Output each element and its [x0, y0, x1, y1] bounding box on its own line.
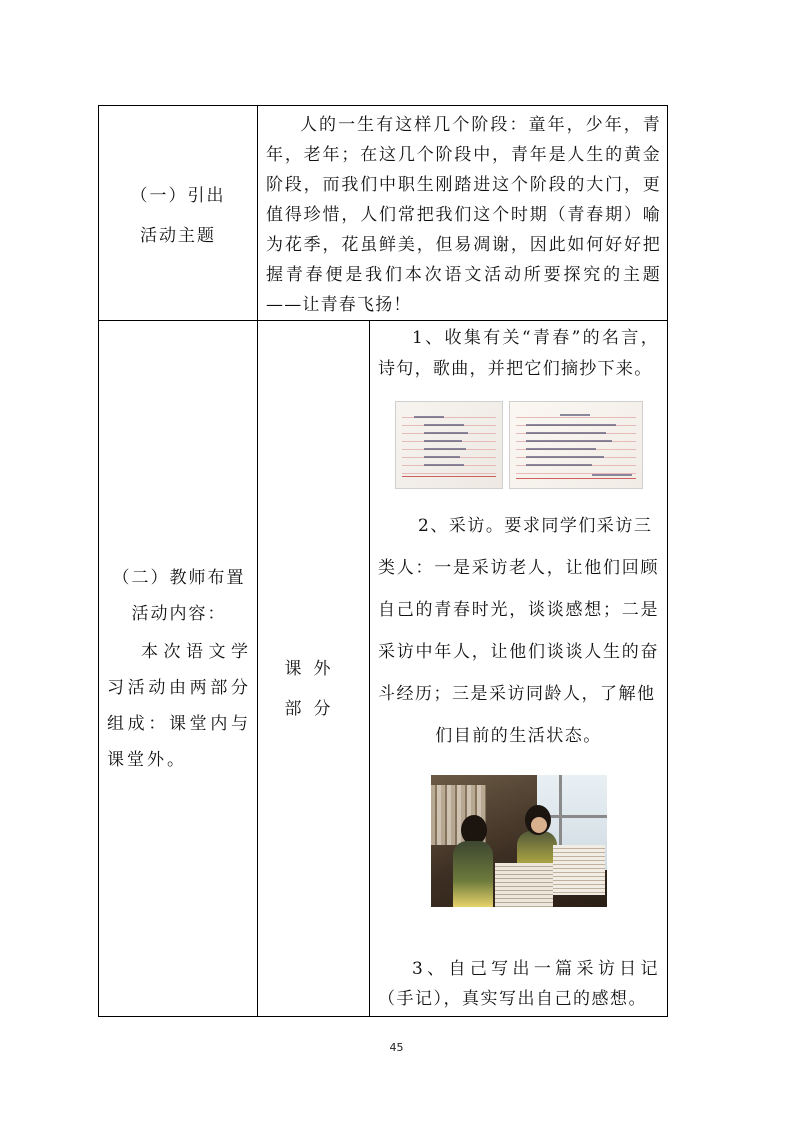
row-label-body: 本次语文学习活动由两部分组成：课堂内与课堂外。	[107, 641, 251, 770]
part-cell	[258, 321, 370, 1017]
handwritten-notes-photo	[509, 401, 643, 489]
theme-paragraph-cell	[258, 106, 668, 321]
row-label-cell	[99, 106, 258, 321]
item-diary-text: 3、自己写出一篇采访日记（手记），真实写出自己的感想。	[378, 959, 659, 1009]
row-label-line: 活动内容：	[131, 603, 227, 624]
handwritten-notes-photo	[395, 401, 503, 489]
row-label-line: 活动主题	[140, 226, 216, 246]
handwritten-photos	[378, 401, 659, 489]
item-interview-first-line: 2、采访。要求同学们采访三	[418, 516, 653, 536]
page-number: 45	[389, 1041, 404, 1054]
row-label-line: （一）引出	[130, 186, 226, 206]
item-interview-last-line: 们目前的生活状态。	[435, 726, 602, 746]
part-label-line: 课外	[284, 658, 343, 679]
row-label-cell	[99, 321, 258, 1017]
item-collect: 1、收集有关“青春”的名言，诗句，歌曲，并把它们摘抄下来。	[378, 328, 659, 379]
item-interview-body: 类人：一是采访老人，让他们回顾自己的青春时光，谈谈感想；二是采访中年人，让他们谈谈人生的奋斗经历；三是采访同龄人，了解他	[378, 558, 659, 704]
item-interview	[378, 505, 659, 757]
part-label-line: 部分	[284, 698, 343, 719]
item-diary	[378, 954, 659, 1014]
theme-paragraph: 人的一生有这样几个阶段：童年，少年，青年，老年；在这几个阶段中，青年是人生的黄金阶段，而我们中职生刚踏进这个阶段的大门，更值得珍惜，人们常把我们这个时期（青春期）喻为花季，花虽鲜美，但易凋谢，因此如何好好把握青春便是我们本次语文活动所要探究的主题——让青春飞扬！	[266, 115, 661, 315]
table-row	[99, 106, 668, 321]
table-row	[99, 321, 668, 1017]
interview-photo	[431, 775, 607, 907]
content-cell	[370, 321, 668, 1017]
activity-table	[98, 105, 668, 1017]
row-label-line: （二）教师布置	[112, 567, 246, 588]
